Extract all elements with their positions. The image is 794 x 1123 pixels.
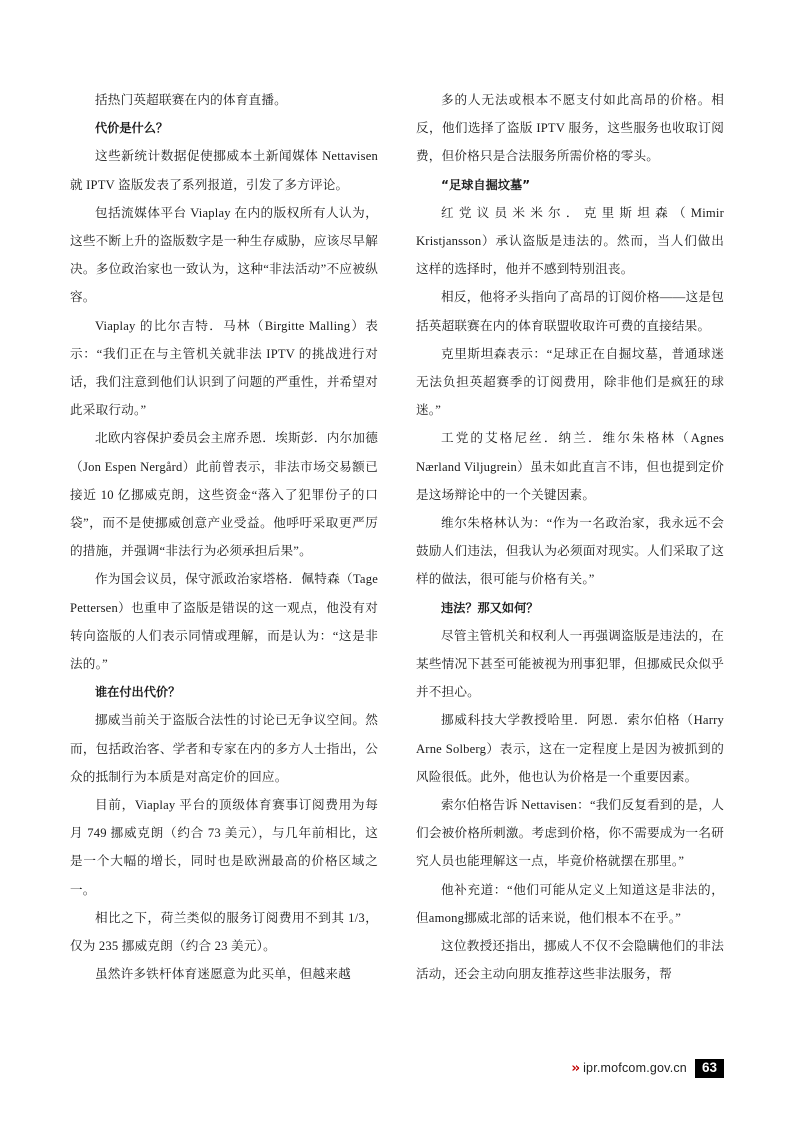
paragraph: 挪威当前关于盗版合法性的讨论已无争议空间。然而，包括政治客、学者和专家在内的多方人士指出，公众的抵制行为本质是对高定价的回应。 xyxy=(70,713,378,784)
right-column xyxy=(416,86,724,1046)
double-chevron-right-icon: ›› xyxy=(571,1060,579,1076)
paragraph: 维尔朱格林认为：“作为一名政治家，我永远不会鼓励人们违法，但我认为必须面对现实。人们采取了这样的做法，很可能与价格有关。” xyxy=(416,516,724,587)
section-heading: 谁在付出代价？ xyxy=(95,685,181,700)
paragraph: 括热门英超联赛在内的体育直播。 xyxy=(95,93,287,107)
paragraph: 目前，Viaplay 平台的顶级体育赛事订阅费用为每月 749 挪威克朗（约合 73 美元），与几年前相比，这是一个大幅的增长，同时也是欧洲最高的价格区域之一。 xyxy=(70,798,378,897)
paragraph: 工党的艾格尼丝．纳兰．维尔朱格林（Agnes Nærland Viljugrein）虽未如此直言不讳，但也提到定价是这场辩论中的一个关键因素。 xyxy=(416,431,724,502)
paragraph: 相比之下，荷兰类似的服务订阅费用不到其 1/3，仅为 235 挪威克朗（约合 23 美元）。 xyxy=(70,910,378,954)
two-column-body xyxy=(70,86,724,1046)
paragraph: 这位教授还指出，挪威人不仅不会隐瞒他们的非法活动，还会主动向朋友推荐这些非法服务，帮 xyxy=(416,939,724,982)
paragraph: 作为国会议员，保守派政治家塔格．佩特森（Tage Pettersen）也重申了盗版是错误的这一观点，他没有对转向盗版的人们表示同情或理解，而是认为：“这是非法的。” xyxy=(70,572,378,672)
section-heading: 违法？那又如何？ xyxy=(441,600,539,615)
left-column xyxy=(70,86,378,1046)
paragraph: 红党议员米米尔．克里斯坦森（Mimir Kristjansson）承认盗版是违法的。然而，当人们做出这样的选择时，他并不感到特别沮丧。 xyxy=(416,205,724,277)
paragraph: 多的人无法或根本不愿支付如此高昂的价格。相反，他们选择了盗版 IPTV 服务，这些服务也收取订阅费，但价格只是合法服务所需价格的零头。 xyxy=(416,93,724,164)
footer-url: ipr.mofcom.gov.cn xyxy=(583,1061,687,1075)
paragraph: 尽管主管机关和权利人一再强调盗版是违法的，在某些情况下甚至可能被视为刑事犯罪，但挪威民众似乎并不担心。 xyxy=(416,628,724,700)
paragraph: 北欧内容保护委员会主席乔恩．埃斯彭．内尔加德（Jon Espen Nergård）此前曾表示，非法市场交易额已接近 10 亿挪威克朗，这些资金“落入了犯罪份子的口袋”，而不是使挪威创意产业受益。他呼吁采取更严厉的措施，并强调“非法行为必须承担后果”。 xyxy=(70,431,378,559)
paragraph: 相反，他将矛头指向了高昂的订阅价格——这是包括英超联赛在内的体育联盟收取许可费的直接结果。 xyxy=(416,290,724,333)
paragraph: 虽然许多铁杆体育迷愿意为此买单，但越来越 xyxy=(95,967,351,982)
paragraph: 他补充道：“他们可能从定义上知道这是非法的，但among挪威北部的话来说，他们根本不在乎。” xyxy=(416,882,724,925)
paragraph: 这些新统计数据促使挪威本土新闻媒体 Nettavisen 就 IPTV 盗版发表了系列报道，引发了多方评论。 xyxy=(70,149,378,192)
section-heading: 代价是什么？ xyxy=(95,121,169,136)
paragraph: 索尔伯格告诉 Nettavisen：“我们反复看到的是，人们会被价格所刺激。考虑到价格，你不需要成为一名研究人员也能理解这一点，毕竟价格就摆在那里。” xyxy=(416,798,724,869)
paragraph: 挪威科技大学教授哈里．阿恩．索尔伯格（Harry Arne Solberg）表示，这在一定程度上是因为被抓到的风险很低。此外，他也认为价格是一个重要因素。 xyxy=(416,713,724,784)
paragraph: 包括流媒体平台 Viaplay 在内的版权所有人认为，这些不断上升的盗版数字是一种生存威胁，应该尽早解决。多位政治家也一致认为，这种“非法活动”不应被纵容。 xyxy=(70,205,378,305)
paragraph: 克里斯坦森表示：“足球正在自掘坟墓，普通球迷无法负担英超赛季的订阅费用，除非他们是疯狂的球迷。” xyxy=(416,346,724,418)
section-heading: “足球自掘坟墓” xyxy=(441,177,531,192)
page-footer xyxy=(571,1058,724,1078)
paragraph: Viaplay 的比尔吉特．马林（Birgitte Malling）表示：“我们正在与主管机关就非法 IPTV 的挑战进行对话，我们注意到他们认识到了问题的严重性，并希望对此采取行动。” xyxy=(70,318,378,418)
page-number: 63 xyxy=(695,1059,724,1078)
